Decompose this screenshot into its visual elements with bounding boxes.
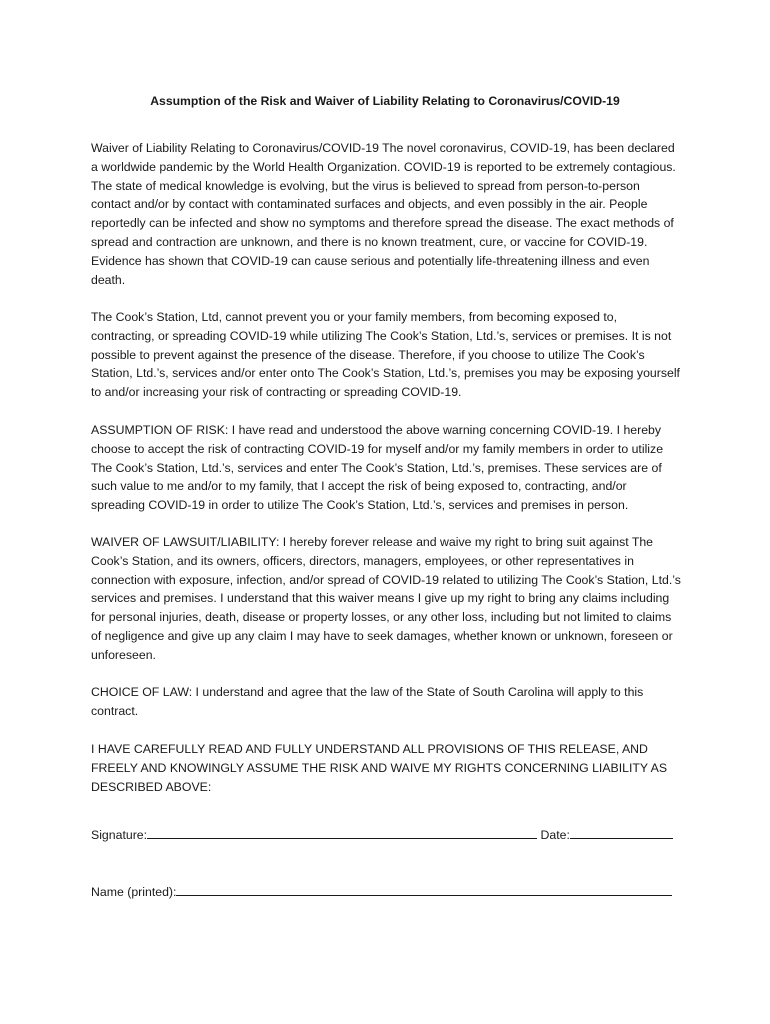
paragraph-intro: Waiver of Liability Relating to Coronavirus/COVID-19 The novel coronavirus, COVID-19, has been declared a worldwide pandemic by the World Health Organization. COVID-19 is reported to be extremely contagious. The state of medical knowledge is evolving, but the virus is believed to spread from person-to-person contact and/or by contact with contaminated surfaces and objects, and even possibly in the air. People reportedly can be infected and show no symptoms and therefore spread the disease. The exact methods of spread and contraction are unknown, and there is no known treatment, cure, or vaccine for COVID-19. Evidence has shown that COVID-19 can cause serious and potentially life-threatening illness and even death. — [91, 141, 676, 287]
paragraph-choice-of-law: CHOICE OF LAW: I understand and agree that the law of the State of South Carolina will apply to this contract. — [91, 685, 644, 718]
printed-name-row — [91, 883, 681, 901]
document-title: Assumption of the Risk and Waiver of Liability Relating to Coronavirus/COVID-19 — [150, 94, 620, 108]
paragraph-waiver-of-liability: WAIVER OF LAWSUIT/LIABILITY: I hereby forever release and waive my right to bring suit against The Cook’s Station, and its owners, officers, directors, managers, employees, or other representatives in connection with exposure, infection, and/or spread of COVID-19 related to utilizing The Cook’s Station, Ltd.’s services and premises. I understand that this waiver means I give up my right to bring any claims including for personal injuries, death, disease or property losses, or any other loss, including but not limited to claims of negligence and give up any claim I may have to seek damages, whether known or unknown, foreseen or unforeseen. — [91, 535, 681, 662]
signature-label: Signature: — [91, 828, 148, 842]
signature-field[interactable] — [147, 826, 537, 839]
date-field[interactable] — [570, 826, 673, 839]
date-label: Date: — [540, 828, 570, 842]
paragraph-acknowledgement: I HAVE CAREFULLY READ AND FULLY UNDERSTAND ALL PROVISIONS OF THIS RELEASE, AND FREELY AND KNOWINGLY ASSUME THE RISK AND WAIVE MY RIGHTS CONCERNING LIABILITY AS DESCRIBED ABOVE: — [91, 742, 668, 794]
signature-row — [91, 826, 681, 844]
paragraph-assumption-of-risk: ASSUMPTION OF RISK: I have read and understood the above warning concerning COVID-19. I hereby choose to accept the risk of contracting COVID-19 for myself and/or my family members in order to utilize The Cook’s Station, Ltd.’s, services and enter The Cook’s Station, Ltd.’s, premises. These services are of such value to me and/or to my family, that I accept the risk of being exposed to, contracting, and/or spreading COVID-19 in order to utilize The Cook’s Station, Ltd.’s, services and premises in person. — [91, 423, 664, 513]
paragraph-exposure-notice: The Cook’s Station, Ltd, cannot prevent you or your family members, from becoming exposed to, contracting, or spreading COVID-19 while utilizing The Cook’s Station, Ltd.’s, services or premises. It is not possible to prevent against the presence of the disease. Therefore, if you choose to utilize The Cook’s Station, Ltd.’s, services and/or enter onto The Cook’s Station, Ltd.’s, premises you may be exposing yourself to and/or increasing your risk of contracting or spreading COVID-19. — [91, 310, 680, 400]
printed-name-field[interactable] — [176, 883, 672, 896]
printed-name-label: Name (printed): — [91, 885, 177, 899]
